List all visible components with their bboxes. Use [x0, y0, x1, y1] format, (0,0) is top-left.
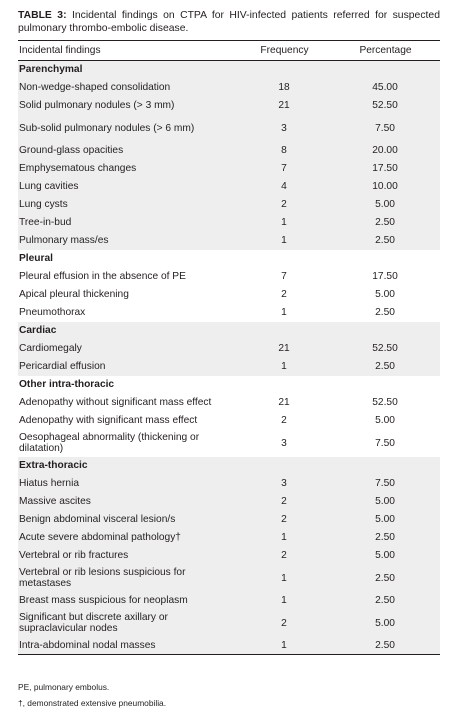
- finding-cell: Solid pulmonary nodules (> 3 mm): [18, 97, 238, 115]
- frequency-cell: 21: [238, 340, 330, 358]
- table-header-row: [18, 41, 440, 61]
- percentage-cell: 7.50: [330, 430, 440, 457]
- frequency-cell: 1: [238, 565, 330, 592]
- frequency-cell: 1: [238, 529, 330, 547]
- table-row: [18, 592, 440, 610]
- table-caption: [18, 9, 440, 35]
- percentage-cell: 5.00: [330, 610, 440, 637]
- group-name: Other intra-thoracic: [18, 376, 440, 394]
- table-row: [18, 493, 440, 511]
- group-name: Extra-thoracic: [18, 457, 440, 475]
- finding-cell: Pericardial effusion: [18, 358, 238, 376]
- percentage-cell: 5.00: [330, 511, 440, 529]
- frequency-cell: 21: [238, 97, 330, 115]
- frequency-cell: 2: [238, 412, 330, 430]
- table-row: [18, 358, 440, 376]
- table-row: [18, 214, 440, 232]
- table-row: [18, 430, 440, 457]
- finding-cell: Vertebral or rib fractures: [18, 547, 238, 565]
- incidental-findings-table: [18, 40, 440, 655]
- header-percentage: Percentage: [330, 41, 440, 61]
- table-body: [18, 61, 440, 655]
- percentage-cell: 52.50: [330, 394, 440, 412]
- table-row: [18, 475, 440, 493]
- table-row: [18, 268, 440, 286]
- table-row: [18, 286, 440, 304]
- table-row: [18, 637, 440, 655]
- frequency-cell: 1: [238, 592, 330, 610]
- group-header-row: [18, 322, 440, 340]
- finding-cell: Acute severe abdominal pathology†: [18, 529, 238, 547]
- table-row: [18, 547, 440, 565]
- finding-cell: Pneumothorax: [18, 304, 238, 322]
- percentage-cell: 5.00: [330, 547, 440, 565]
- finding-cell: Tree-in-bud: [18, 214, 238, 232]
- percentage-cell: 5.00: [330, 493, 440, 511]
- percentage-cell: 7.50: [330, 115, 440, 142]
- footnote-pe: PE, pulmonary embolus.: [18, 680, 440, 696]
- finding-cell: Sub-solid pulmonary nodules (> 6 mm): [18, 115, 238, 142]
- frequency-cell: 2: [238, 610, 330, 637]
- finding-cell: Breast mass suspicious for neoplasm: [18, 592, 238, 610]
- table-row: [18, 394, 440, 412]
- percentage-cell: 2.50: [330, 358, 440, 376]
- frequency-cell: 2: [238, 547, 330, 565]
- frequency-cell: 3: [238, 430, 330, 457]
- table-row: [18, 196, 440, 214]
- finding-cell: Massive ascites: [18, 493, 238, 511]
- percentage-cell: 17.50: [330, 160, 440, 178]
- frequency-cell: 3: [238, 475, 330, 493]
- percentage-cell: 52.50: [330, 340, 440, 358]
- frequency-cell: 1: [238, 214, 330, 232]
- table-row: [18, 160, 440, 178]
- table-row: [18, 529, 440, 547]
- frequency-cell: 1: [238, 358, 330, 376]
- frequency-cell: 1: [238, 637, 330, 655]
- percentage-cell: 5.00: [330, 196, 440, 214]
- frequency-cell: 2: [238, 493, 330, 511]
- finding-cell: Significant but discrete axillary or supraclavicular nodes: [18, 610, 238, 637]
- percentage-cell: 20.00: [330, 142, 440, 160]
- table-row: [18, 610, 440, 637]
- table-row: [18, 412, 440, 430]
- frequency-cell: 2: [238, 286, 330, 304]
- percentage-cell: 7.50: [330, 475, 440, 493]
- finding-cell: Lung cysts: [18, 196, 238, 214]
- frequency-cell: 1: [238, 304, 330, 322]
- group-header-row: [18, 457, 440, 475]
- table-caption-text: Incidental findings on CTPA for HIV-infected patients referred for suspected pulmonary thrombo-embolic disease.: [18, 10, 440, 34]
- header-incidental-findings: Incidental findings: [18, 41, 238, 61]
- frequency-cell: 21: [238, 394, 330, 412]
- finding-cell: Hiatus hernia: [18, 475, 238, 493]
- percentage-cell: 2.50: [330, 304, 440, 322]
- group-header-row: [18, 61, 440, 79]
- group-header-row: [18, 376, 440, 394]
- percentage-cell: 5.00: [330, 286, 440, 304]
- footnote-dagger: †, demonstrated extensive pneumobilia.: [18, 696, 440, 711]
- percentage-cell: 2.50: [330, 529, 440, 547]
- frequency-cell: 8: [238, 142, 330, 160]
- table-row: [18, 511, 440, 529]
- finding-cell: Intra-abdominal nodal masses: [18, 637, 238, 655]
- percentage-cell: 17.50: [330, 268, 440, 286]
- finding-cell: Oesophageal abnormality (thickening or dilatation): [18, 430, 238, 457]
- table-row: [18, 142, 440, 160]
- table-row: [18, 178, 440, 196]
- finding-cell: Lung cavities: [18, 178, 238, 196]
- frequency-cell: 2: [238, 196, 330, 214]
- table-row: [18, 340, 440, 358]
- header-frequency: Frequency: [238, 41, 330, 61]
- table-footnotes: [18, 680, 440, 711]
- table-row: [18, 79, 440, 97]
- group-name: Parenchymal: [18, 61, 440, 79]
- group-name: Pleural: [18, 250, 440, 268]
- frequency-cell: 1: [238, 232, 330, 250]
- percentage-cell: 2.50: [330, 214, 440, 232]
- table-row: [18, 115, 440, 142]
- finding-cell: Apical pleural thickening: [18, 286, 238, 304]
- table-row: [18, 97, 440, 115]
- percentage-cell: 52.50: [330, 97, 440, 115]
- frequency-cell: 2: [238, 511, 330, 529]
- percentage-cell: 2.50: [330, 637, 440, 655]
- finding-cell: Benign abdominal visceral lesion/s: [18, 511, 238, 529]
- finding-cell: Pleural effusion in the absence of PE: [18, 268, 238, 286]
- frequency-cell: 4: [238, 178, 330, 196]
- finding-cell: Adenopathy without significant mass effect: [18, 394, 238, 412]
- frequency-cell: 7: [238, 160, 330, 178]
- finding-cell: Cardiomegaly: [18, 340, 238, 358]
- frequency-cell: 18: [238, 79, 330, 97]
- percentage-cell: 5.00: [330, 412, 440, 430]
- group-header-row: [18, 250, 440, 268]
- finding-cell: Non-wedge-shaped consolidation: [18, 79, 238, 97]
- percentage-cell: 45.00: [330, 79, 440, 97]
- table-caption-label: TABLE 3:: [18, 10, 67, 21]
- frequency-cell: 3: [238, 115, 330, 142]
- finding-cell: Pulmonary mass/es: [18, 232, 238, 250]
- table-row: [18, 304, 440, 322]
- percentage-cell: 2.50: [330, 592, 440, 610]
- table-row: [18, 232, 440, 250]
- percentage-cell: 10.00: [330, 178, 440, 196]
- percentage-cell: 2.50: [330, 232, 440, 250]
- table-row: [18, 565, 440, 592]
- group-name: Cardiac: [18, 322, 440, 340]
- finding-cell: Ground-glass opacities: [18, 142, 238, 160]
- finding-cell: Adenopathy with significant mass effect: [18, 412, 238, 430]
- percentage-cell: 2.50: [330, 565, 440, 592]
- finding-cell: Vertebral or rib lesions suspicious for metastases: [18, 565, 238, 592]
- finding-cell: Emphysematous changes: [18, 160, 238, 178]
- frequency-cell: 7: [238, 268, 330, 286]
